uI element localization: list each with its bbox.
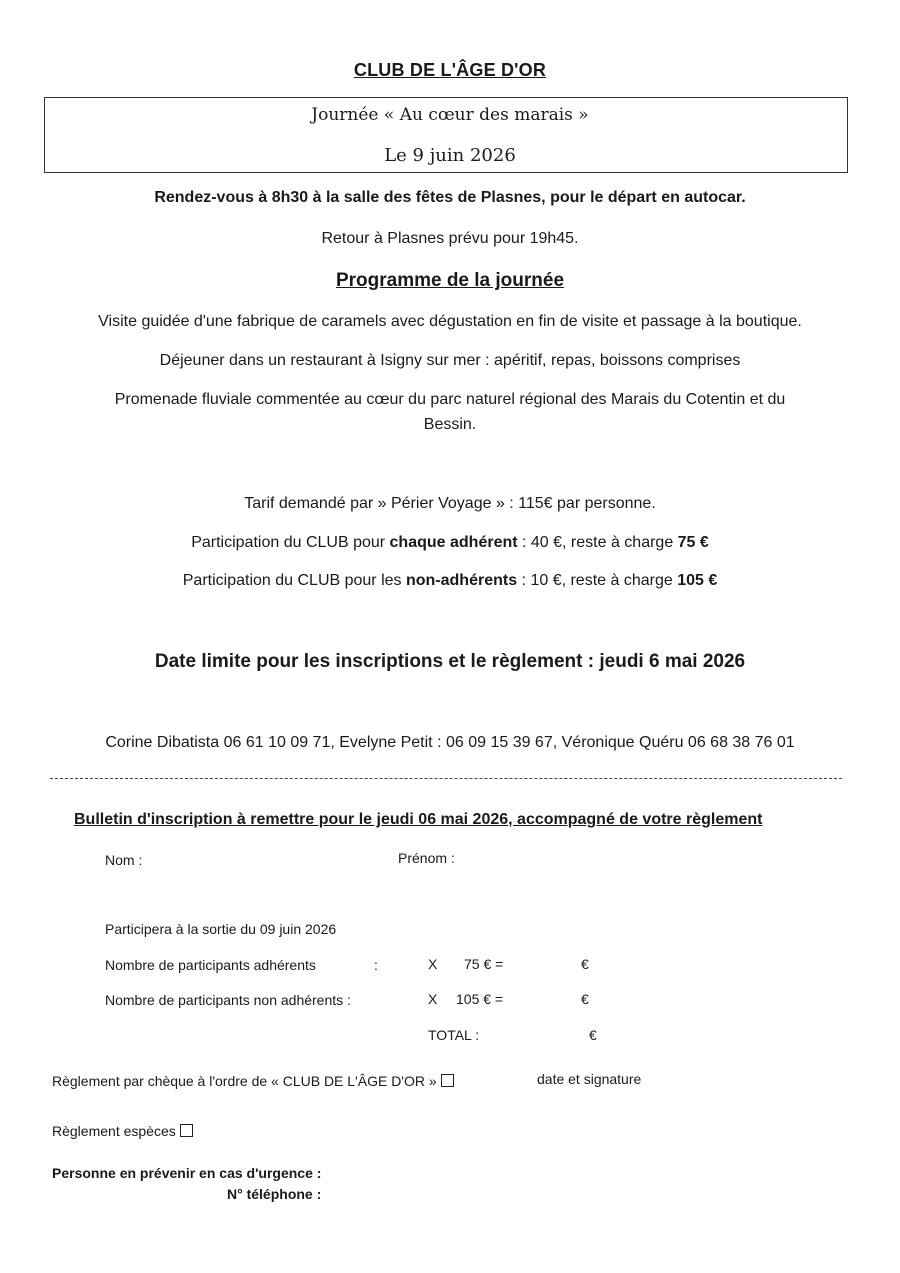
cheque-label: Règlement par chèque à l'ordre de « CLUB DE L'ÂGE D'OR » xyxy=(52,1073,437,1089)
nonmembers-euro: € xyxy=(581,991,589,1007)
cheque-checkbox[interactable] xyxy=(441,1074,454,1087)
members-euro: € xyxy=(581,956,589,972)
cash-checkbox[interactable] xyxy=(180,1124,193,1137)
member-bold: chaque adhérent xyxy=(389,534,518,551)
member-suffix: : 40 €, reste à charge xyxy=(517,534,678,551)
nonmember-suffix: : 10 €, reste à charge xyxy=(517,572,678,589)
members-price: 75 € = xyxy=(464,956,504,972)
emergency-phone-label: N° téléphone : xyxy=(227,1186,322,1202)
return-info: Retour à Plasnes prévu pour 19h45. xyxy=(321,230,579,247)
cash-option xyxy=(52,1123,193,1139)
nonmembers-multiply: X xyxy=(428,991,438,1007)
program-item-lunch: Déjeuner dans un restaurant à Isigny sur mer : apéritif, repas, boissons comprises xyxy=(159,352,741,369)
signature-label: date et signature xyxy=(537,1071,642,1087)
members-colon: : xyxy=(374,957,378,973)
cash-label: Règlement espèces xyxy=(52,1123,176,1139)
event-date: Le 9 juin 2026 xyxy=(384,145,516,166)
event-title: Journée « Au cœur des marais » xyxy=(311,105,589,125)
club-title: CLUB DE L'ÂGE D'OR xyxy=(353,60,547,80)
nom-label: Nom : xyxy=(105,852,143,868)
nonmembers-price: 105 € = xyxy=(456,991,504,1007)
emergency-contact-label: Personne en prévenir en cas d'urgence : xyxy=(52,1165,322,1181)
program-item-cruise: Promenade fluviale commentée au cœur du parc naturel régional des Marais du Cotentin et du xyxy=(114,391,786,408)
program-item-factory: Visite guidée d'une fabrique de caramels avec dégustation en fin de visite et passage à la boutique. xyxy=(98,313,802,330)
tarif-info: Tarif demandé par » Périer Voyage » : 115€ par personne. xyxy=(244,495,656,512)
members-multiply: X xyxy=(428,956,438,972)
form-title: Bulletin d'inscription à remettre pour le jeudi 06 mai 2026, accompagné de votre règlement xyxy=(74,811,763,828)
meeting-info: Rendez-vous à 8h30 à la salle des fêtes de Plasnes, pour le départ en autocar. xyxy=(154,189,746,206)
contacts-line: Corine Dibatista 06 61 10 09 71, Evelyne Petit : 06 09 15 39 67, Véronique Quéru 06 68 38 76 01 xyxy=(105,734,795,751)
registration-deadline: Date limite pour les inscriptions et le règlement : jeudi 6 mai 2026 xyxy=(154,651,746,672)
nonmember-prefix: Participation du CLUB pour les xyxy=(182,572,406,589)
nonmember-participation xyxy=(0,572,900,590)
nonmember-amount: 105 € xyxy=(677,572,718,589)
nonmember-bold: non-adhérents xyxy=(405,572,518,589)
members-count-label: Nombre de participants adhérents xyxy=(105,957,316,973)
member-prefix: Participation du CLUB pour xyxy=(191,534,390,551)
nonmembers-count-label: Nombre de participants non adhérents : xyxy=(105,992,351,1008)
total-label: TOTAL : xyxy=(428,1027,480,1043)
member-amount: 75 € xyxy=(677,534,709,551)
cheque-option xyxy=(52,1073,454,1089)
program-item-cruise-continued: Bessin. xyxy=(423,416,477,433)
participation-label: Participera à la sortie du 09 juin 2026 xyxy=(105,921,337,937)
cut-line xyxy=(50,778,842,779)
total-euro: € xyxy=(589,1027,597,1043)
program-title: Programme de la journée xyxy=(335,270,565,291)
prenom-label: Prénom : xyxy=(398,850,455,866)
member-participation xyxy=(0,534,900,552)
